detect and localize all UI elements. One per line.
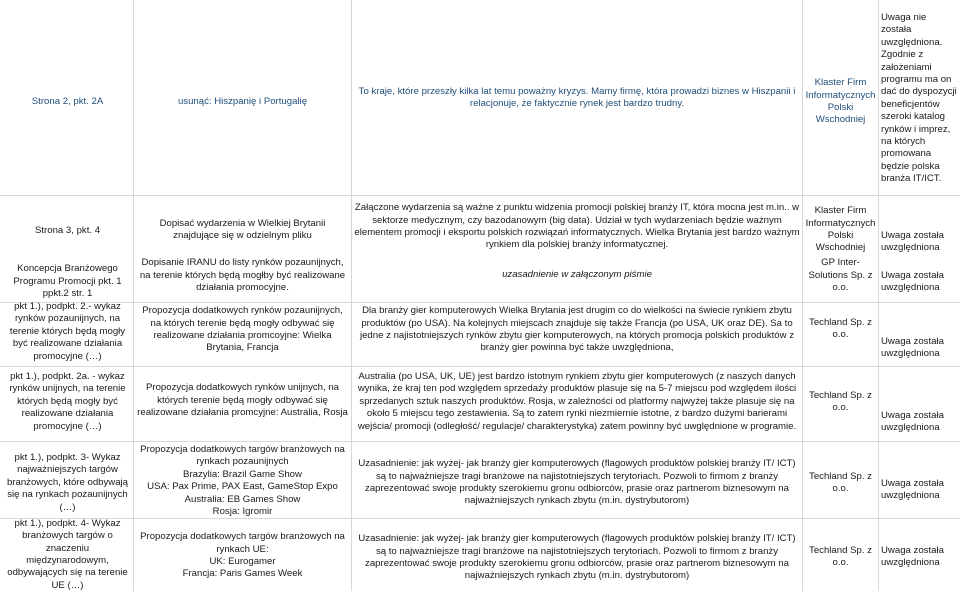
list-item: Brazylia: Brazil Game Show (183, 468, 302, 480)
status-cell: Uwaga została uwzględniona (881, 544, 944, 568)
column-divider (802, 0, 803, 591)
author-cell: Techland Sp. z o.o. (809, 316, 872, 340)
justification-cell: Załączone wydarzenia są ważne z punktu widzenia promocji polskiej branży IT, która mocna jest m.in.. w sektorze medycznym, czy bazodanowym (big data). Udział w tych wydarzeniach będzie ważnym elementem promocji i eksportu polskich rozwiązań informatycznych. Wielka Brytania jest bardzo ważnym rynkiem dla polskiej branży informatycznej. (354, 202, 800, 251)
list-item: Australia: EB Games Show (184, 493, 301, 505)
ref-cell: pkt 1.), podpkt. 3- Wykaz najważniejszych targów branżowych, które odbywają się na rynkach pozaunijnych (…) (6, 451, 129, 513)
row-divider (0, 302, 960, 303)
justification-cell: Uzasadnienie: jak wyżej- jak branży gier komputerowych (flagowych produktów polskiej branży IT/ ICT) są to najważniejsze tragi branżowe na najistotniejszych terytoriach. Pozwoli to firmom z branży zaprezentować swoje produkty szerokiemu gronu odbiorców, prasie oraz partnerom biznesowym na najważniejszych rynkach zbytu (m.in. dystrybutorom) (358, 458, 796, 507)
list-item: UK: Eurogamer (209, 556, 276, 567)
ref-cell: pkt 1.), podpkt. 4- Wykaz branżowych targów o znaczeniu międzynarodowym, odbywających się na terenie UE (…) (7, 517, 128, 591)
change-cell: Propozycja dodatkowych rynków unijnych, na których terenie będą mogły odbywać się realizowane działania promcyjne: Australia, Rosja (137, 382, 348, 419)
author-cell: GP Inter-Solutions Sp. z o.o. (808, 257, 873, 294)
ref-cell: pkt 1.), podpkt. 2.- wykaz rynków pozaunijnych, na terenie których będą mogły być realizowane działania promocyjne (…) (9, 300, 126, 362)
status-cell: Uwaga została uwzględniona (881, 229, 944, 253)
change-cell (136, 444, 349, 518)
change-cell: Dopisanie IRANU do listy rynków pozaunijnych, na terenie których będą mogłby być realizowane działania promocyjne. (139, 257, 346, 294)
status-cell: Uwaga została uwzględniona (881, 335, 944, 359)
row-divider (0, 195, 960, 196)
column-divider (878, 0, 879, 591)
status-cell: Uwaga została uwzględniona (881, 269, 944, 293)
row-divider (0, 441, 960, 442)
change-content: Propozycja dodatkowych targów branżowych na rynkach UE: UK: Eurogamer Francja: Paris Games Week (136, 531, 349, 581)
justification-cell: Dla branży gier komputerowych Wielka Brytania jest drugim co do wielkości na świecie rynkiem zbytu produktów (po USA). Na kolejnych miejscach znajduje się także Francja (po USA, UK oraz DE). Sa to jedne z najistotniejszych rynków zbytu gier komputerowych, na których promocja polskich produktów z branży gier powinna być także uwzględniona, (359, 305, 795, 354)
ref-cell: pkt 1.), podpkt. 2a. - wykaz rynków unijnych, na terenie których będą mogły być realizowane działania promocyjne (…) (9, 370, 126, 432)
status-cell: Uwaga nie została uwzględniona. Zgodnie z założeniami programu ma on dać do dyspozycji beneficjentów szeroki katalog rynków i imprez, na których promowana będzie polska branża IT/ICT. (881, 12, 957, 185)
change-cell: usunąć: Hiszpanię i Portugalię (177, 95, 308, 107)
author-cell: Techland Sp. z o.o. (809, 389, 872, 413)
ref-cell: Strona 3, pkt. 4 (34, 224, 101, 236)
list-item: Francja: Paris Games Week (182, 568, 303, 580)
column-divider (133, 0, 134, 591)
justification-cell: To kraje, które przeszły kilka lat temu poważny kryzys. Mamy firmę, która prowadzi biznes w Hiszpanii i relacjonuje, że faktycznie rynek jest bardzo trudny. (358, 85, 796, 109)
row-divider (0, 366, 960, 367)
list-item: Rosja: Igromir (212, 506, 273, 518)
column-divider (351, 0, 352, 591)
ref-cell: Koncepcja Branżowego Programu Promocji pkt. 1 ppkt.2 str. 1 (13, 263, 122, 300)
list-item: USA: Pax Prime, PAX East, GameStop Expo (147, 481, 338, 493)
justification-cell: uzasadnienie w załączonym piśmie (502, 268, 652, 280)
author-cell: Techland Sp. z o.o. (809, 544, 872, 568)
author-cell: Klaster Firm Informatycznych Polski Wschodniej (805, 77, 876, 126)
change-cell: Dopisać wydarzenia w Wielkiej Brytanii znajdujące się w odzielnym pliku (159, 217, 326, 241)
status-cell: Uwaga została uwzględniona (881, 477, 944, 501)
justification-cell: Uzasadnienie: jak wyżej- jak branży gier komputerowych (flagowych produktów polskiej branży IT/ ICT) są to najważniejsze tragi branżowe na najistotniejszych terytoriach. Pozwoli to firmom z branży zaprezentować swoje produkty szerokiemu gronu odbiorców, prasie oraz partnerom biznesowym na najważniejszych rynkach zbytu (m.in. dystrybutorom) (358, 533, 796, 582)
ref-cell: Strona 2, pkt. 2A (31, 95, 104, 107)
justification-cell: Australia (po USA, UK, UE) jest bardzo istotnym rynkiem zbytu gier komputerowych (z naszych danych wynika, że kraj ten pod względem sprzedaży produktów plasuje się na 5-7 miejscu pod względem ilości sprzedanych sztuk naszych produktów. Rosja, w zależności od platformy najwyżej także plasuje się na około 5 miejscu tego zestawienia. Są to zatem rynki niezmiernie istotne, z bardzo dużymi barierami wejścia/ promocji (odległość/ regulacje/ charakterystyka) zatem powinny być uwględnione w programie. (357, 370, 797, 432)
change-cell (136, 528, 349, 584)
author-cell: Klaster Firm Informatycznych Polski Wschodniej (805, 205, 876, 254)
status-cell: Uwaga została uwzględniona (881, 409, 944, 433)
change-content: Propozycja dodatkowych targów branżowych na rynkach pozaunijnych Brazylia: Brazil Game Show USA: Pax Prime, PAX East, GameStop Expo Australia: EB Games Show Rosja: Igromir (136, 444, 349, 518)
author-cell: Techland Sp. z o.o. (809, 470, 872, 494)
change-cell: Propozycja dodatkowych rynków pozaunijnych, na których terenie będą mogły odbywać się realizowane działania promcoyjne: Wielka Brytania, Francja (142, 305, 343, 354)
